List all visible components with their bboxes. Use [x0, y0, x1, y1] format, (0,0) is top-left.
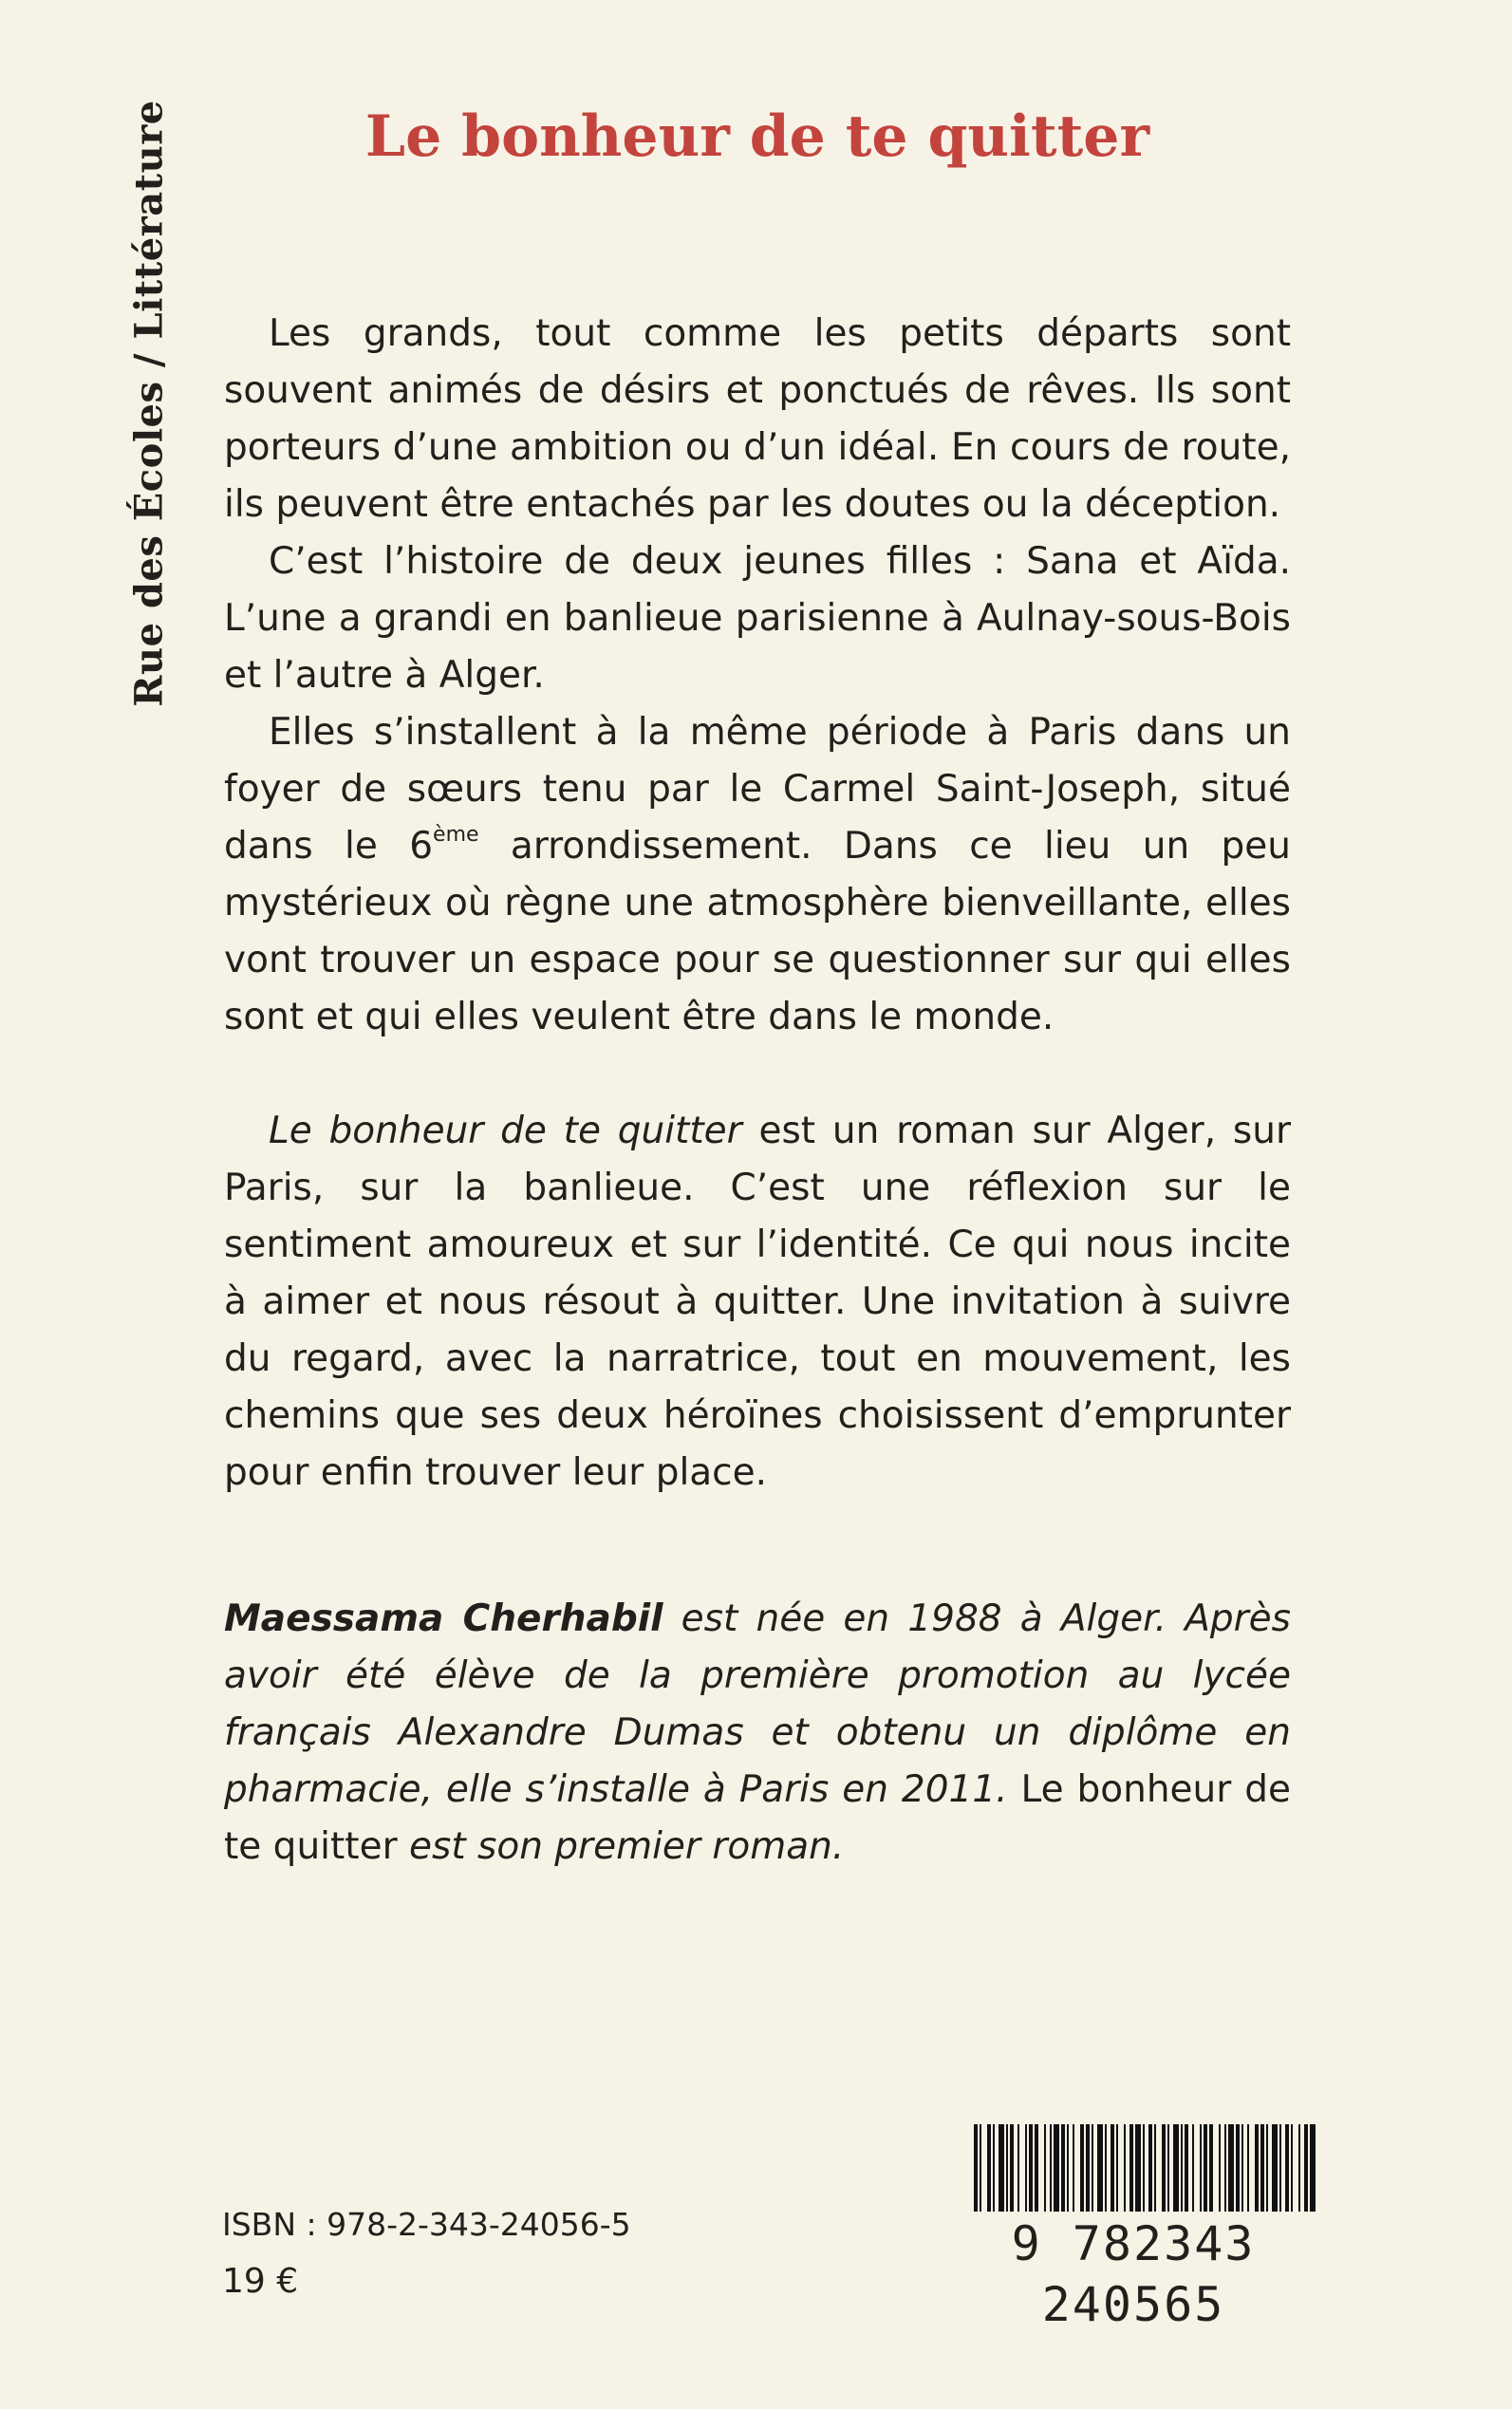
- barcode-number: 9 782343 240565: [1011, 2216, 1256, 2332]
- barcode-bar: [993, 2124, 995, 2212]
- barcode-bar: [1185, 2124, 1188, 2212]
- barcode-bar: [1224, 2124, 1226, 2212]
- barcode-bar: [1298, 2124, 1300, 2212]
- barcode-bar: [1162, 2124, 1166, 2212]
- barcode-bar: [1228, 2124, 1234, 2212]
- barcode-bar: [1025, 2124, 1027, 2212]
- barcode-bar: [1241, 2124, 1243, 2212]
- barcode-bar: [1105, 2124, 1107, 2212]
- author-name: Maessama Cherhabil: [224, 1597, 663, 1640]
- italic-book-title: Le bonheur de te quitter: [269, 1110, 742, 1152]
- barcode-bar: [1209, 2124, 1213, 2212]
- barcode-bar: [980, 2124, 981, 2212]
- barcode-bar: [1192, 2124, 1194, 2212]
- barcode-bar: [1200, 2124, 1202, 2212]
- barcode-bar: [1092, 2124, 1093, 2212]
- paragraph-3-part-2: arrondissement. Dans ce lieu un peu mystérieux où règne une atmosphère bienveillante, elles vont trouver un espace pour se questionner sur qui elles sont et qui elles veulent être dans le monde.: [224, 825, 1291, 1038]
- barcode-bar: [1067, 2124, 1069, 2212]
- barcode-bar: [1266, 2124, 1268, 2212]
- barcode-bar: [1135, 2124, 1141, 2212]
- barcode-bar: [1080, 2124, 1084, 2212]
- isbn: ISBN : 978-2-343-24056-5: [222, 2206, 631, 2243]
- barcode-bar: [1148, 2124, 1152, 2212]
- barcode-bar: [974, 2124, 978, 2212]
- barcode-bar: [1044, 2124, 1046, 2212]
- barcode-bar: [1304, 2124, 1308, 2212]
- barcode-bar: [1086, 2124, 1090, 2212]
- barcode-bar: [1291, 2124, 1293, 2212]
- barcode-bar: [1010, 2124, 1014, 2212]
- barcode-bar: [1204, 2124, 1207, 2212]
- barcode-bar: [1097, 2124, 1103, 2212]
- barcode-bar: [1116, 2124, 1118, 2212]
- barcode-bar: [1006, 2124, 1008, 2212]
- barcode-bar: [987, 2124, 991, 2212]
- synopsis-paragraph-3: [224, 704, 1291, 1046]
- barcode-bar: [1255, 2124, 1259, 2212]
- barcode-bar: [1073, 2124, 1074, 2212]
- book-title: Le bonheur de te quitter: [364, 103, 1150, 170]
- barcode-bar: [1017, 2124, 1019, 2212]
- barcode-bar: [1279, 2124, 1281, 2212]
- paragraph-4-text: est un roman sur Alger, sur Paris, sur la banlieue. C’est une réflexion sur le sentiment amoureux et sur l’identité. Ce qui nous incite à aimer et nous résout à quitter. Une invitation à suivre du regard, avec la narratrice, tout en mouvement, les chemins que ses deux héroïnes choisissent d’emprunter pour enfin trouver leur place.: [224, 1110, 1291, 1494]
- price: 19 €: [222, 2262, 299, 2301]
- bio-text: est née en 1988 à Alger. Après avoir été élève de la première promotion au lycée français Alexandre Dumas et obtenu un diplôme en pharmacie, elle s’installe à Paris en 2011.: [224, 1597, 1291, 1811]
- barcode-bar: [1154, 2124, 1156, 2212]
- synopsis-paragraph-1: Les grands, tout comme les petits départs sont souvent animés de désirs et ponctués de rêves. Ils sont porteurs d’une ambition ou d’un idéal. En cours de route, ils peuvent être entachés par les doutes ou la déception.: [224, 312, 1291, 526]
- barcode-bar: [1061, 2124, 1065, 2212]
- collection-name: Rue des Écoles / Littérature: [126, 100, 172, 707]
- superscript: ème: [433, 823, 479, 847]
- barcode-bar: [1272, 2124, 1278, 2212]
- barcode-bar: [1035, 2124, 1038, 2212]
- barcode-bar: [1167, 2124, 1169, 2212]
- barcode-bars: [974, 2124, 1317, 2212]
- barcode-bar: [1111, 2124, 1114, 2212]
- author-bio: [224, 1591, 1291, 1876]
- bio-text-end: est son premier roman.: [397, 1825, 845, 1868]
- barcode-bar: [1143, 2124, 1145, 2212]
- synopsis-paragraph-2: C’est l’histoire de deux jeunes filles : Sana et Aïda. L’une a grandi en banlieue parisienne à Aulnay-sous-Bois et l’autre à Alger.: [224, 540, 1291, 697]
- barcode-bar: [1181, 2124, 1183, 2212]
- barcode-bar: [1124, 2124, 1126, 2212]
- barcode-bar: [1219, 2124, 1221, 2212]
- barcode-bar: [1173, 2124, 1179, 2212]
- author-bio-paragraph: [224, 1591, 1291, 1876]
- barcode-bar: [1285, 2124, 1289, 2212]
- barcode-bar: [1050, 2124, 1052, 2212]
- spine-label: [119, 100, 179, 707]
- barcode-bar: [1247, 2124, 1249, 2212]
- barcode-bar: [1129, 2124, 1133, 2212]
- barcode-bar: [1236, 2124, 1240, 2212]
- barcode-bar: [1029, 2124, 1033, 2212]
- back-cover-text: [224, 306, 1291, 1876]
- paragraph-3-part-1: Elles s’installent à la même période à Paris dans un foyer de sœurs tenu par le Carmel Saint-Joseph, situé dans le 6: [224, 711, 1291, 868]
- synopsis-paragraph-4: [224, 1103, 1291, 1502]
- barcode-bar: [1054, 2124, 1059, 2212]
- bio-book-title: Le bonheur de te quitter: [224, 1768, 1291, 1868]
- barcode-bar: [999, 2124, 1004, 2212]
- barcode-bar: [1310, 2124, 1316, 2212]
- barcode-bar: [1260, 2124, 1264, 2212]
